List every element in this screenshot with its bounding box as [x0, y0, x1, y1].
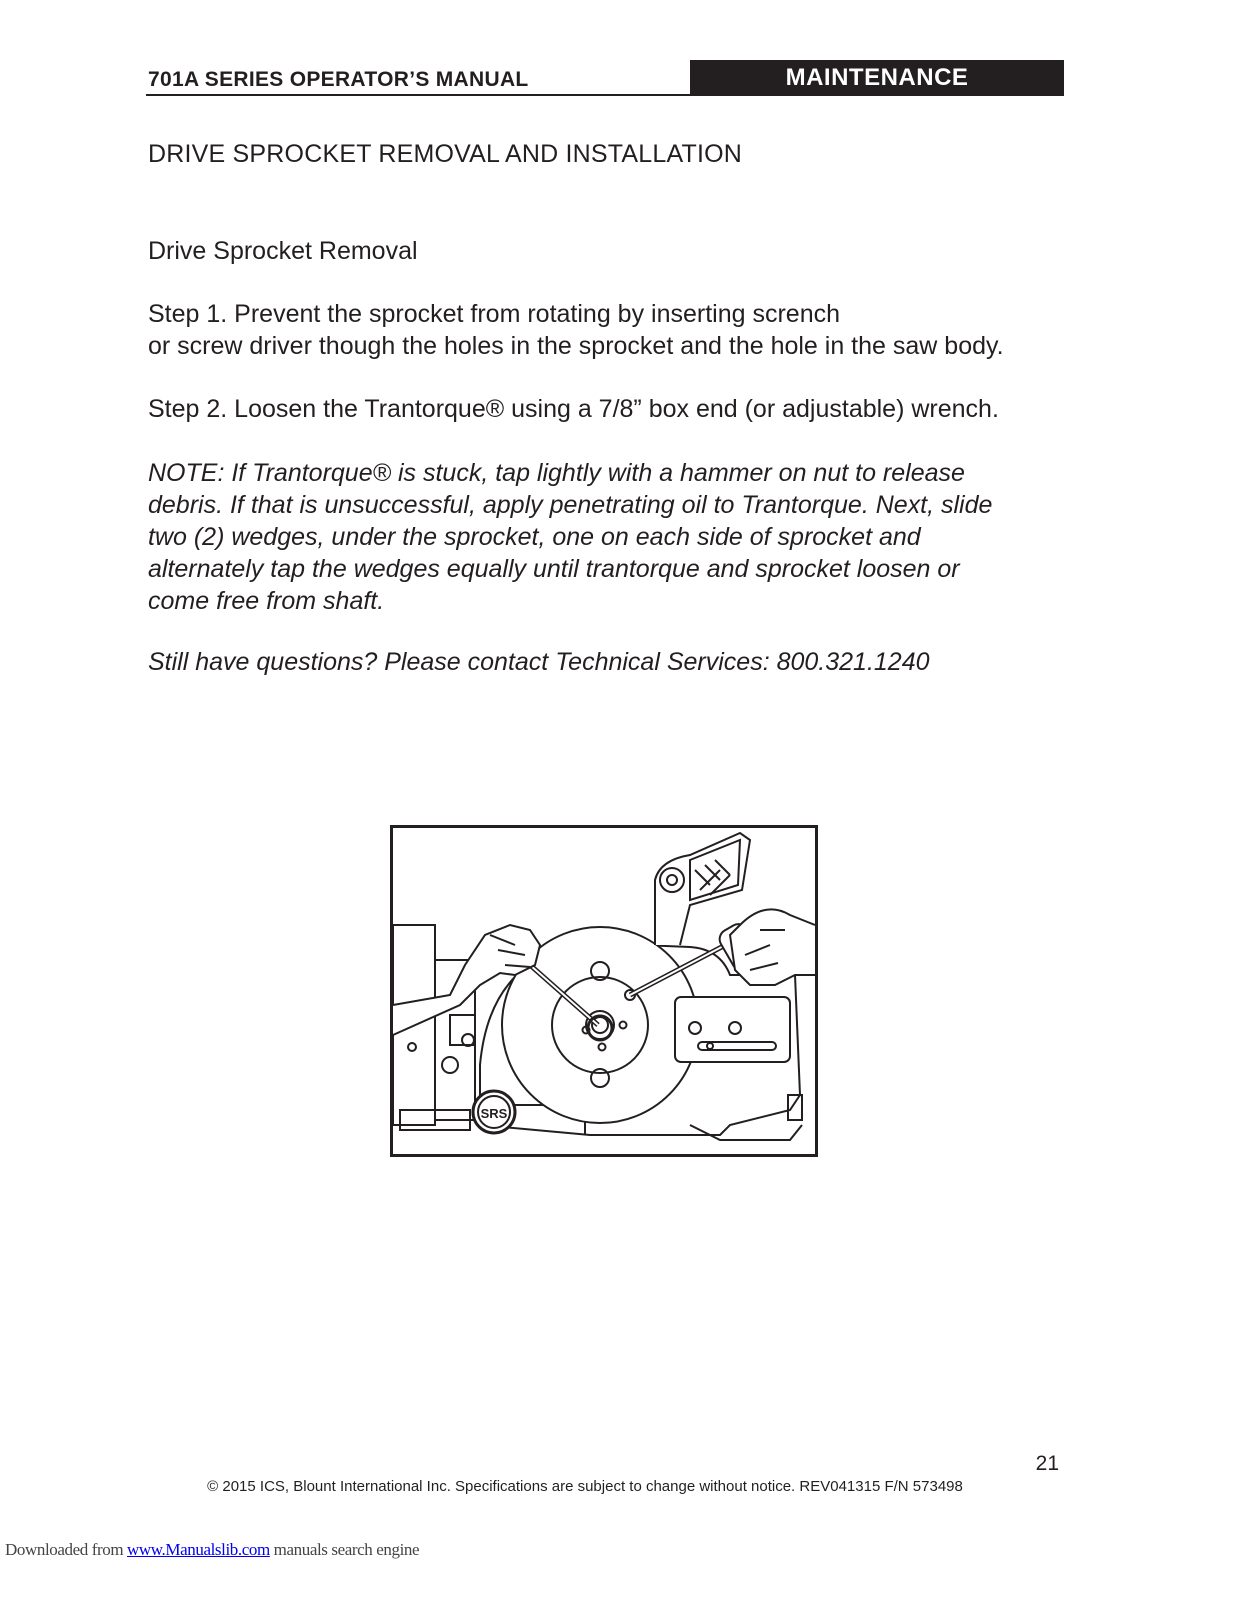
- note-line-1: NOTE: If Trantorque® is stuck, tap lightly with a hammer on nut to release: [148, 459, 965, 487]
- page-number: 21: [1035, 1452, 1059, 1475]
- contact-line: Still have questions? Please contact Technical Services: 800.321.1240: [148, 648, 930, 676]
- note-line-5: come free from shaft.: [148, 587, 385, 615]
- note-line-4: alternately tap the wedges equally until trantorque and sprocket loosen or: [148, 555, 960, 583]
- note-line-2: debris. If that is unsuccessful, apply penetrating oil to Trantorque. Next, slide: [148, 491, 993, 519]
- sprocket-removal-illustration: [390, 825, 818, 1157]
- step-2: Step 2. Loosen the Trantorque® using a 7/8” box end (or adjustable) wrench.: [148, 395, 999, 423]
- download-bar: [5, 1540, 419, 1560]
- note-line-3: two (2) wedges, under the sprocket, one on each side of sprocket and: [148, 523, 921, 551]
- section-tab: MAINTENANCE: [690, 60, 1064, 96]
- page-heading: DRIVE SPROCKET REMOVAL AND INSTALLATION: [148, 140, 743, 168]
- subheading: Drive Sprocket Removal: [148, 237, 418, 265]
- srs-badge-label: SRS: [480, 1106, 508, 1121]
- step-1: [148, 298, 1058, 362]
- download-suffix: manuals search engine: [269, 1540, 420, 1559]
- manual-title: 701A SERIES OPERATOR’S MANUAL: [148, 68, 529, 91]
- manualslib-link[interactable]: www.Manualslib.com: [127, 1540, 270, 1559]
- download-prefix: Downloaded from: [5, 1540, 128, 1559]
- footer-copyright: © 2015 ICS, Blount International Inc. Specifications are subject to change without notice. REV041315 F/N 573498: [207, 1478, 963, 1495]
- step-1-line-1: Step 1. Prevent the sprocket from rotating by inserting scrench: [148, 300, 841, 328]
- step-1-line-2: or screw driver though the holes in the sprocket and the hole in the saw body.: [148, 332, 1004, 360]
- note: [148, 457, 1058, 617]
